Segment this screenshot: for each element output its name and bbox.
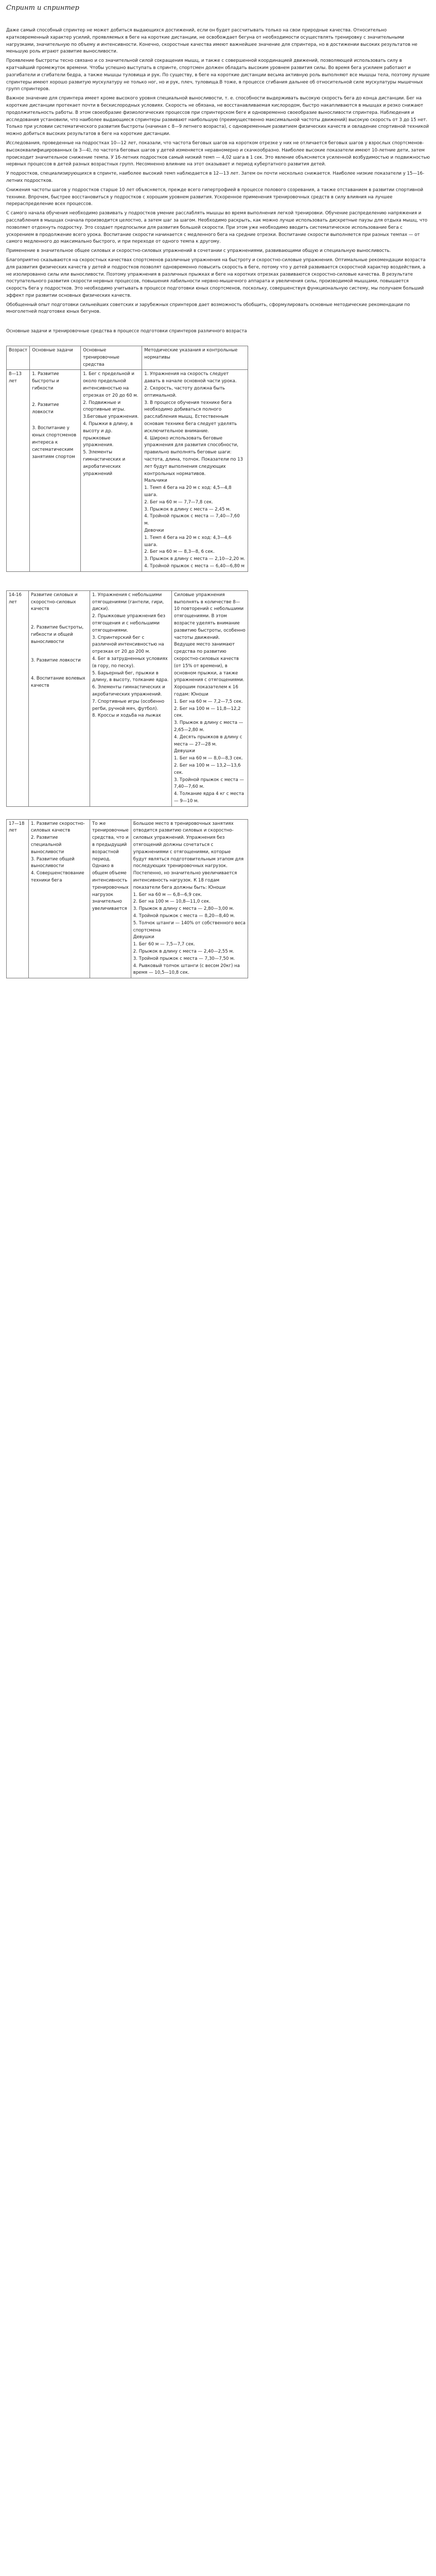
means-item: 2. Подвижные и спортивные игры.	[83, 400, 126, 413]
tasks-cell	[29, 819, 90, 978]
age-cell: 8—13 лет	[7, 370, 30, 571]
intro-paragraph: Проявление быстроты тесно связано и со значительной силой сокращения мышц, и также с совершенной координацией движений, позволяющей использовать силу в кратчайший промежуток времени. Чтобы успешно выступать в спринте, спортсмен должен обладать высоким уровнем развития силы. Во время бега усилием работают и разгибатели и сгибатели бедра, а также мышцы туловища и рук. По существу, в беге на короткие дистанции весьма активную роль выполняют все мышцы тела, поэтому лучшие спринтеры имеют хорошо развитую мускулатуру не только ног, но и рук, плеч, туловища.В тоже, в процессе сгибания дальнее об относительной силе мускулатуры мышечных групп спринтеров.	[6, 58, 430, 92]
task-item: 3. Развитие ловкости	[31, 657, 81, 663]
norm-boys-item: 4. Десять прыжков в длину с места — 27—28 м.	[174, 734, 242, 747]
table-caption: Основные задачи и тренировочные средства в процессе подготовки спринтеров различного возраста	[6, 329, 247, 334]
note-item: 2. Скорость, частоту должна быть оптимальной.	[144, 386, 225, 398]
task-item: 2. Развитие ловкости	[32, 402, 59, 415]
intro-paragraph: Применение в значительное общее силовых и скоростно-силовых упражнений в сочетании с упражнениями, развивающими общую и специальную выносливость.	[6, 248, 391, 254]
means-item: 2. Прыжковые упражнения без отягощения и с небольшими отягощениями.	[92, 614, 166, 633]
means-item: 6. Элементы гимнастических и акробатических упражнений.	[92, 685, 165, 697]
task-item: 2. Развитие специальной выносливости	[31, 835, 64, 855]
intro-paragraph: У подростков, специализирующихся в спринте, наиболее высокий темп наблюдается в 12—13 лет. Затем он почти несколько снижается. Наиболее низкие показатели у 15—16-летних подростков.	[6, 171, 425, 183]
norm-boys-item: 3. Прыжок в длину с места — 2,80—3,00 м.	[133, 906, 234, 912]
norm-girls-item: 4. Рывковый толчок штанги (с весом 20кг) на время — 10,5—10,8 сек.	[133, 963, 240, 976]
intro-paragraph: Обобщенный опыт подготовки сильнейших советских и зарубежных спринтеров дает возможность обобщить, сформулировать основные методические рекомендации по многолетней подготовке юных бегунов.	[6, 302, 410, 315]
means-cell	[90, 590, 172, 806]
age-cell: 14-16 лет	[7, 590, 29, 806]
age-cell: 17—18 лет	[7, 819, 29, 978]
means-item: 4. Бег в затрудненных условиях (в гору, по песку).	[92, 656, 168, 669]
norm-boys-item: 5. Толчок штанги — 140% от собственного веса спортсмена	[133, 920, 246, 933]
means-item: 4. Прыжки в длину, в высоту и др. прыжковые упражнения.	[83, 421, 133, 448]
intro-paragraph: Благоприятно сказываются на скоростных качествах спортсменов различные упражнения на быстроту и скоростно-силовые упражнения. Оптимальные рекомендации возраста для развития физических качеств у детей и подростков позволят одновременно повысить скорость в беге, потому что у детей развивается скоростной характер воздействия, а не изолированно силы или выносливости. Поэтому упражнения в различных прыжках и беге на коротких отрезках развиваются скоростно-силовые качества. В результате поступательного развития скорости нервных процессов, повышения лабильности нервно-мышечного аппарата и увеличения силы, производимой мышцами, повышается скорость бега у подростков. Это необходимо учитывать в процессе подготовки юных спортсменов, поскольку, совершенствуя функциональную систему, мы получаем больший эффект при развитии основных физических качеств.	[6, 257, 426, 298]
means-cell	[90, 819, 131, 978]
training-table-8-13	[6, 346, 248, 572]
header-age: Возраст	[7, 346, 30, 370]
norm-boys-item: 4. Тройной прыжок с места — 7,40—7,60 м.	[144, 514, 240, 527]
means-item: 5. Элементы гимнастических и акробатических упражнений	[83, 450, 126, 477]
norm-girls-item: 3. Тройной прыжок с места — 7,30—7,50 м.	[133, 956, 235, 961]
task-item: 1. Развитие скоростно-силовых качеств	[31, 821, 85, 834]
task-item: Развитие силовых и скоростно-силовых качеств	[31, 592, 78, 612]
notes-cell	[131, 819, 248, 978]
training-table-14-16	[6, 590, 248, 807]
norms-boys-label: Мальчики	[144, 478, 167, 484]
means-item: 1. Бег с предельной и около предельной интенсивностью на отрезках от 20 до 60 м.	[83, 371, 138, 398]
norm-girls-item: 2. Прыжок в длину с места — 2,40—2,55 м.	[133, 949, 234, 955]
means-item: 3.Беговые упражнения.	[83, 414, 139, 420]
norm-girls-item: 2. Бег на 60 м — 8,3—8, 6 сек.	[144, 549, 215, 555]
task-item: 2. Развитие быстроты, гибкости и общей выносливости	[31, 625, 84, 645]
notes-cell	[142, 370, 248, 571]
norm-boys-item: 4. Тройной прыжок с места — 8,20—8,40 м.	[133, 913, 235, 919]
article	[0, 0, 436, 1001]
header-notes: Методические указания и контрольные нормативы	[142, 346, 248, 370]
norm-girls-item: 2. Бег на 100 м — 13,2—13,6 сек.	[174, 762, 241, 775]
norm-boys-item: 2. Бег на 60 м — 7,7—7,8 сек.	[144, 499, 213, 505]
norms-girls-label: Девочки	[144, 528, 164, 533]
note-item: 4. Широко использовать беговые упражнения для развития способности, правильно выполнять беговые шаги: частота, длина, толчок. Показатели по 13 лет будут выполнения следующих контрольных нормативов.	[144, 435, 243, 477]
intro-paragraph: Даже самый способный спринтер не может добиться выдающихся достижений, если он будет рассчитывать только на свои природные качества. Относительно кратковременный характер усилий, проявляемых в беге на короткие дистанции, не освобождает бегуна от необходимости осуществлять тренировку с значительными нагрузками, значительную по объему и интенсивности. Конечно, скоростные качества имеют важнейшее значение для спринтера, но в достижении высоких результатов не меньшую роль играют развитие выносливости.	[6, 28, 417, 55]
means-cell	[81, 370, 142, 571]
task-item: 1. Развитие быстроты и гибкости	[32, 371, 59, 392]
note-item: 3. В процессе обучения технике бега необходимо добиваться полного расслабления мышц. Естественным основам технике бега следует уделять исключительное внимание.	[144, 400, 237, 434]
means-item: 1. Упражнения с небольшими отягощениями (гантели, гири, диски).	[92, 592, 164, 612]
norm-boys-item: 2. Бег на 100 м — 11,8—12,2 сек.	[174, 706, 241, 719]
norms-girls-label: Девушки	[133, 935, 154, 940]
intro-paragraph: Важное значение для спринтера имеет кроме высокого уровня специальной выносливости, т. е. способности выдерживать высокую скорость бега до конца дистанции. Бег на короткие дистанции протекает почти в бескислородных условиях. Скорость не обязана, не восстанавливаемая кислородом, быстро накапливаются в мышцах и резко снижают продолжительность работы. В этом своеобразие физиологических процессов при спринтерском беге и одновременно своеобразие выносливости спринтера. Наблюдения и исследования установили, что наиболее выдающиеся спринтеры развивают наибольшую (преимущественно максимальной частоты движений) высокую скорость от 3 до 15 нет. Только при условии систематического развития быстроты (начиная с 8—9 летнего возраста), с одновременным развитием физических качеств и овладение спортивной техникой можно добиться высоких результатов в беге на короткие дистанции.	[6, 96, 429, 137]
means-item: То же тренировочные средства, что и в предыдущий возрастной период. Однако в общем объеме интенсивность тренировочных нагрузок значительно увеличивается	[92, 821, 129, 912]
norm-girls-item: 1. Темп 4 бега на 20 м с ход: 4,3—4,6 шага.	[144, 535, 232, 548]
tasks-cell	[30, 370, 81, 571]
norm-girls-item: 3. Тройной прыжок с места — 7,40—7,60 м.	[174, 777, 245, 790]
tasks-cell	[29, 590, 90, 806]
notes-cell	[172, 590, 248, 806]
note-item: Силовые упражнения выполнять в количестве 8—10 повторений с небольшими отягощениями. В этом возрасте уделять внимание развитию быстроты, особенно частоты движений.	[174, 592, 246, 640]
norms-girls-label: Девушки	[174, 749, 195, 754]
means-item: 5. Барьерный бег, прыжки в длину, в высоту, толкание ядра.	[92, 670, 169, 683]
intro-text	[6, 27, 430, 316]
means-item: 3. Спринтерский бег с различной интенсивностью на отрезках от 20 до 200 м.	[92, 635, 164, 655]
note-item: Ведущее место занимают средства по развитию скоростно-силовых качеств (от 15% от времени), в основном прыжки, а также упражнения с отягощениями.	[174, 642, 245, 683]
task-item: 3. Развитие общей выносливости	[31, 856, 75, 869]
norm-girls-item: 4. Тройной прыжок с места — 6,40—6,80 м	[144, 563, 245, 569]
intro-paragraph: С самого начала обучения необходимо развивать у подростков умение расслаблять мышцы во время выполнения легкой тренировки. Обучение распределению напряжения и расслабления в мышцах сначала производится целостно, а затем шаг за шагом. Необходимо раскрыть, как можно лучше использовать дискретные паузы для отдыха мышц, что позволяет отдохнуть подростку. Это создает предпосылки для развития большей скорости. При этом уже необходимо вводить систематическое использование бега с ускорением в продолжение всего урока. Воспитание скорости начинается с медленного бега на средние отрезки. Воспитание скорости выполняется при разных темпах — от самого медленного до максимально быстрого, и при переходе от одного темпа к другому.	[6, 211, 428, 245]
means-item: 7. Спортивные игры (особенно регби, ручной мяч, футбол).	[92, 699, 165, 711]
header-tasks: Основные задачи	[30, 346, 81, 370]
notes-intro: 1. Упражнения на скорость следует давать в начале основной части урока.	[144, 371, 237, 384]
means-item: 8. Кроссы и ходьба на лыжах	[92, 713, 161, 719]
task-item: 3. Воспитание у юных спортсменов интереса к систематическим занятиям спортом	[32, 426, 77, 460]
header-means: Основные тренировочные средства	[81, 346, 142, 370]
page-title: Спринт и спринтер	[6, 4, 79, 12]
training-table-17-18	[6, 819, 248, 979]
note-item: Хорошим показателем к 16 годам: Юноши	[174, 685, 238, 697]
task-item: 4. Воспитание волевых качеств	[31, 676, 85, 689]
notes-intro: Большое место в тренировочных занятиях отводится развитию силовых и скоростно-силовых упражнений. Упражнения без отягощений должны сочетаться с упражнениями с отягощениями, которые будут являться подготовительным этапом для последующих тренировочных нагрузок. Постепенно, но значительно увеличивается интенсивность нагрузок. К 18 годам показатели бега должны быть: Юноши	[133, 821, 244, 890]
norm-girls-item: 1. Бег 60 м — 7,5—7,7 сек.	[133, 942, 195, 947]
norm-girls-item: 3. Прыжок в длину с места — 2,10—2,20 м.	[144, 556, 246, 562]
task-item: 4. Совершенствование техники бега	[31, 871, 84, 884]
norm-boys-item: 1. Бег на 60 м — 6,8—6,9 сек.	[133, 892, 202, 897]
norm-boys-item: 1. Бег на 60 м — 7,2—7,5 сек.	[174, 699, 243, 704]
norm-boys-item: 3. Прыжок в длину с места — 2,45 м.	[144, 506, 231, 512]
intro-paragraph: Исследования, проведенные на подростках 10—12 лет, показали, что частота беговых шагов на коротком отрезке у них не отличается беговых шагов у взрослых спортсменов-высококвалифицированных (в 3—4), по частота беговых шагов у детей изменяется неравномерно и скачкообразно. Наиболее высокие показатели имеют 10-летние дети, затем происходит значительное снижение темпа. У 16-летних подростков самый низкий темп — 4,02 шага в 1 сек. Это явление объясняется усиленной возбудимостью и подвижностью нервных процессов в детей разных возрастных групп. Несомненно влияние на этот оказывает и период кубертатного развития детей.	[6, 140, 430, 167]
norm-girls-item: 1. Бег на 60 м — 8,0—8,3 сек.	[174, 756, 243, 761]
norm-boys-item: 3. Прыжок в длину с места — 2,65—2,80 м.	[174, 720, 243, 733]
norm-girls-item: 4. Толкание ядра 4 кг с места — 9—10 м.	[174, 791, 245, 804]
norm-boys-item: 2. Бег на 100 м — 10,8—11,0 сек.	[133, 899, 211, 905]
intro-paragraph: Снижения частоты шагов у подростков старше 10 лет объясняется, прежде всего гипертрофией в процессе полового созревания, а также отставанием в развитии спортивной технике. Впрочем, быстрее восстановиться у подростков с хорошим уровнем развития. Ускоренное применения тренировочных средств в силу влияния на лучшее перераспределение всех процессов.	[6, 187, 424, 207]
norm-boys-item: 1. Темп 4 бега на 20 м с ход: 4,5—4,8 шага.	[144, 485, 232, 498]
